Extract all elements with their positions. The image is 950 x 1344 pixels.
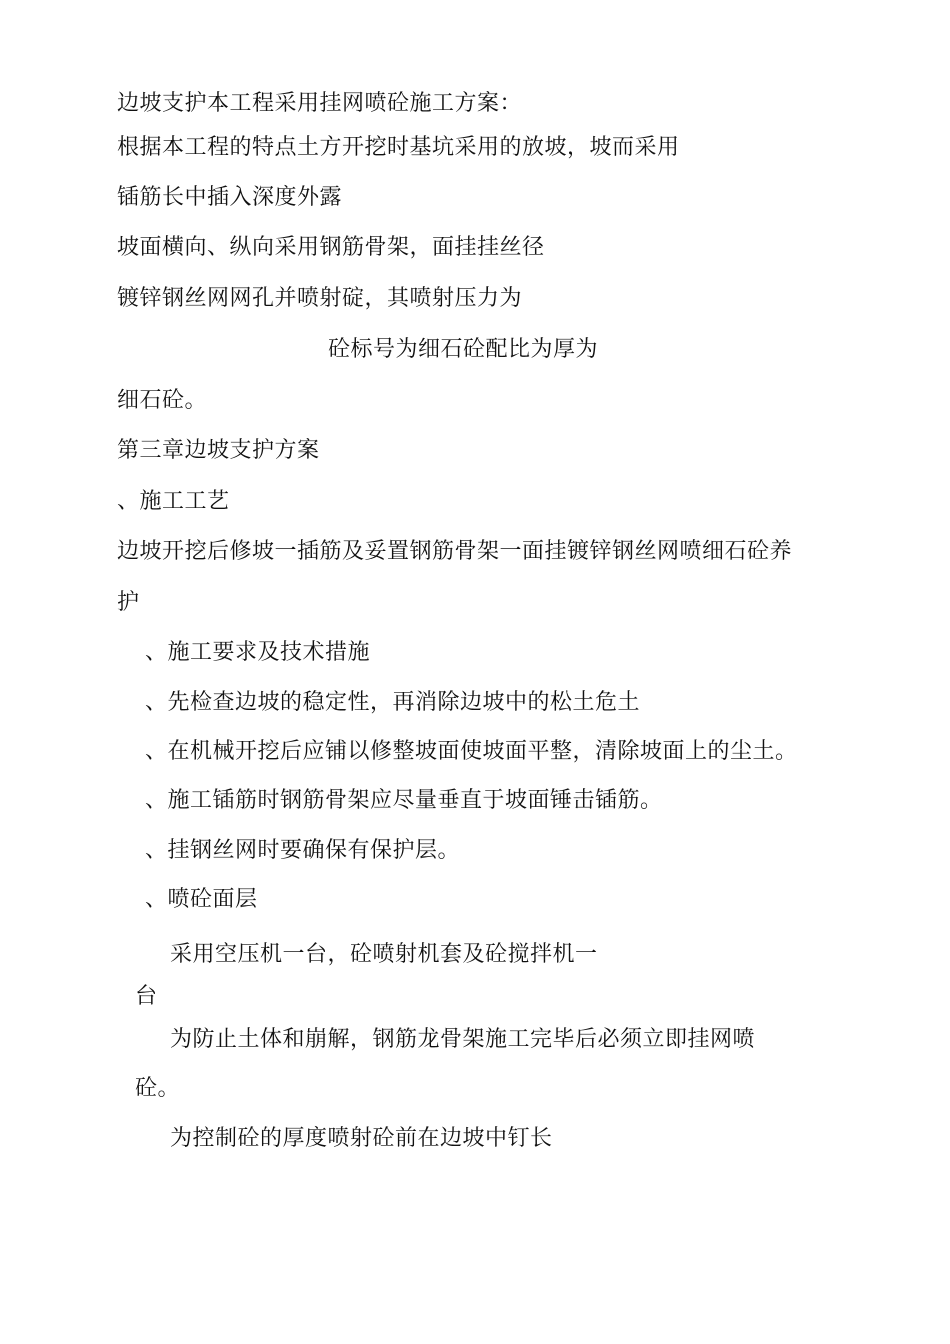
- text-line-7: 细石砼。: [117, 388, 208, 413]
- list-item-5: 、喷砼面层: [145, 887, 258, 912]
- text-line-5: 镀锌钢丝网网孔并喷射碇，其喷射压力为: [117, 286, 523, 311]
- text-line-1: 边坡支护本工程采用挂网喷砼施工方案：: [117, 91, 523, 116]
- list-item-3: 、施工锸筋时钢筋骨架应尽量垂直于坡面锤击锸筋。: [145, 788, 663, 813]
- paragraph-2-line-2: 砼。: [135, 1076, 181, 1101]
- chapter-heading: 第三章边坡支护方案: [117, 438, 320, 463]
- text-line-4: 坡面横向、纵向采用钢筋骨架，面挂挂丝径: [117, 235, 545, 260]
- text-line-6: 砼标号为细石砼配比为厚为: [328, 337, 599, 362]
- text-line-10: 边坡开挖后修坡一插筋及妥置钢筋骨架一面挂镀锌钢丝网喷细石砼养: [117, 539, 793, 564]
- text-line-2: 根据本工程的特点土方开挖时基坑采用的放坡，坡而采用: [117, 135, 680, 160]
- list-item-1: 、先检查边坡的稳定性，再消除边坡中的松土危土: [145, 690, 641, 715]
- paragraph-2-line-1: 为防止土体和崩解，钢筋龙骨架施工完毕后必须立即挂网喷: [170, 1027, 756, 1052]
- list-item-4: 、挂钢丝网时要确保有保护层。: [145, 838, 461, 863]
- text-line-11: 护: [117, 590, 140, 615]
- list-item-2: 、在机械开挖后应铺以修整坡面使坡面平整，清除坡面上的尘土。: [145, 739, 798, 764]
- section-heading-2: 、施工要求及技术措施: [145, 640, 371, 665]
- paragraph-1-line-2: 台: [135, 984, 158, 1009]
- paragraph-1-line-1: 采用空压机一台，砼喷射机套及砼搅拌机一: [170, 942, 598, 967]
- paragraph-3-line-1: 为控制砼的厚度喷射砼前在边坡中钉长: [170, 1126, 553, 1151]
- text-line-3: 锸筋长中插入深度外露: [117, 185, 343, 210]
- section-heading-1: 、施工工艺: [117, 489, 230, 514]
